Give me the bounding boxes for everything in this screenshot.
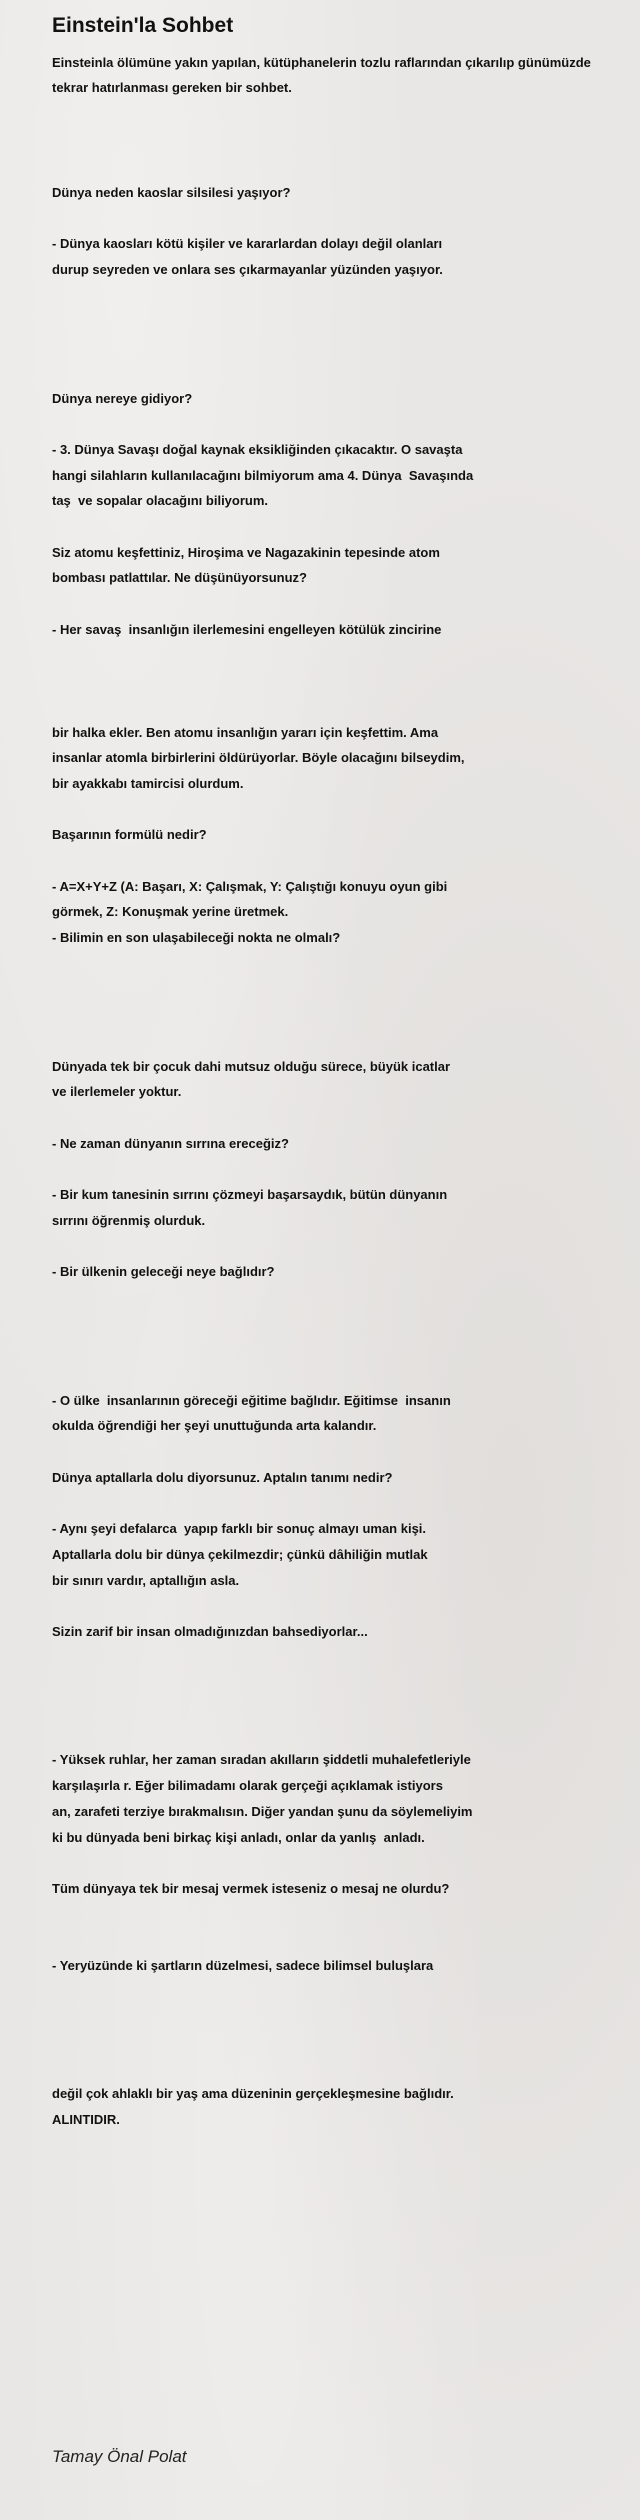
poem-title: Einstein'la Sohbet <box>52 14 234 37</box>
poem-line: - Bir kum tanesinin sırrını çözmeyi başarsaydık, bütün dünyanın <box>52 1187 448 1203</box>
poem-line <box>52 2004 632 2030</box>
poem-line: Dünya nereye gidiyor? <box>52 390 193 406</box>
poem-line <box>52 1490 632 1516</box>
poem-line: - O ülke insanlarının göreceği eğitime bağlıdır. Eğitimse insanın <box>52 1392 451 1408</box>
intro-text: Einsteinla ölümüne yakın yapılan, kütüphanelerin tozlu raflarından çıkarılıp günümüzde tekrar hatırlanması gereken bir sohbet. <box>52 55 591 95</box>
poem-line: - A=X+Y+Z (A: Başarı, X: Çalışmak, Y: Çalıştığı konuyu oyun gibi <box>52 878 448 894</box>
poem-line <box>52 1311 632 1337</box>
poem-line: değil çok ahlaklı bir yaş ama düzeninin gerçekleşmesine bağlıdır. <box>52 2086 454 2102</box>
poem-line <box>52 334 632 360</box>
poem-line: bombası patlattılar. Ne düşünüyorsunuz? <box>52 570 307 586</box>
poem-line: Tüm dünyaya tek bir mesaj vermek isteseniz o mesaj ne olurdu? <box>52 1880 450 1896</box>
poem-line: bir halka ekler. Ben atomu insanlığın yararı için keşfettim. Ama <box>52 724 439 740</box>
poem-line <box>52 1902 632 1928</box>
poem-line: sırrını öğrenmiş olurduk. <box>52 1212 206 1228</box>
poem-line <box>52 514 632 540</box>
poem-line: ki bu dünyada beni birkaç kişi anladı, onlar da yanlış anladı. <box>52 1829 425 1845</box>
poem-line <box>52 1927 632 1953</box>
poem-line <box>52 411 632 437</box>
poem-line <box>52 1979 632 2005</box>
poem-line: hangi silahların kullanılacağını bilmiyorum ama 4. Dünya Savaşında <box>52 467 474 483</box>
poem-line <box>52 977 632 1003</box>
poem-body <box>52 180 632 2133</box>
poem-line <box>52 1696 632 1722</box>
poem-line <box>52 951 632 977</box>
poem-line: ALINTIDIR. <box>52 2112 120 2128</box>
poem-line <box>52 308 632 334</box>
poem-line: - Bir ülkenin geleceği neye bağlıdır? <box>52 1264 275 1280</box>
poem-line <box>52 1285 632 1311</box>
poem-line <box>52 1439 632 1465</box>
poem-line <box>52 206 632 232</box>
poem-line <box>52 2056 632 2082</box>
poem-line <box>52 1002 632 1028</box>
poem-line <box>52 668 632 694</box>
poem-line: - Her savaş insanlığın ilerlemesini engelleyen kötülük zincirine <box>52 621 442 637</box>
poem-line: - Ne zaman dünyanın sırrına ereceğiz? <box>52 1135 289 1151</box>
poem-line: - Yeryüzünde ki şartların düzelmesi, sadece bilimsel buluşlara <box>52 1957 434 1973</box>
poem-line: - Aynı şeyi defalarca yapıp farklı bir sonuç almayı uman kişi. <box>52 1521 427 1537</box>
poem-line <box>52 1028 632 1054</box>
poem-line: bir sınırı vardır, aptallığın asla. <box>52 1572 240 1588</box>
poem-line: Dünya aptallarla dolu diyorsunuz. Aptalın tanımı nedir? <box>52 1469 393 1485</box>
poem-line <box>52 1670 632 1696</box>
poem-line: Dünyada tek bir çocuk dahi mutsuz olduğu sürece, büyük icatlar <box>52 1058 451 1074</box>
poem-line: an, zarafeti terziye bırakmalısın. Diğer yandan şunu da söylemeliyim <box>52 1803 473 1819</box>
poem-line: görmek, Z: Konuşmak yerine üretmek. <box>52 904 289 920</box>
poem-line: Sizin zarif bir insan olmadığınızdan bahsediyorlar... <box>52 1623 368 1639</box>
author-name: Tamay Önal Polat <box>52 2447 187 2466</box>
poem-line <box>52 1722 632 1748</box>
poem-line: karşılaşırla r. Eğer bilimadamı olarak gerçeği açıklamak istiyors <box>52 1778 443 1794</box>
poem-line: Aptallarla dolu bir dünya çekilmezdir; çünkü dâhiliğin mutlak <box>52 1546 428 1562</box>
poem-line <box>52 283 632 309</box>
poem-line <box>52 1336 632 1362</box>
poem-line <box>52 1645 632 1671</box>
poem-line <box>52 643 632 669</box>
poem-line <box>52 1234 632 1260</box>
poem-line: - Yüksek ruhlar, her zaman sıradan akılların şiddetli muhalefetleriyle <box>52 1752 471 1768</box>
poem-line <box>52 1850 632 1876</box>
poem-line <box>52 360 632 386</box>
poem-line: - Dünya kaosları kötü kişiler ve kararlardan dolayı değil olanları <box>52 236 443 252</box>
poem-line <box>52 1105 632 1131</box>
poem-line: Başarının formülü nedir? <box>52 827 207 843</box>
poem-line <box>52 694 632 720</box>
poem-line: insanlar atomla birbirlerini öldürüyorlar. Böyle olacağını bilseydim, <box>52 750 465 766</box>
poem-line: Siz atomu keşfettiniz, Hiroşima ve Nagazakinin tepesinde atom <box>52 544 440 560</box>
poem-line: Dünya neden kaoslar silsilesi yaşıyor? <box>52 185 291 200</box>
poem-line: - 3. Dünya Savaşı doğal kaynak eksikliğinden çıkacaktır. O savaşta <box>52 441 463 457</box>
poem-line <box>52 1156 632 1182</box>
poem-line <box>52 848 632 874</box>
poem-line: taş ve sopalar olacağını biliyorum. <box>52 493 269 509</box>
poem-line <box>52 1593 632 1619</box>
poem-line: durup seyreden ve onlara ses çıkarmayanlar yüzünden yaşıyor. <box>52 262 443 278</box>
poem-line <box>52 2030 632 2056</box>
poem-line: - Bilimin en son ulaşabileceği nokta ne olmalı? <box>52 930 341 946</box>
poem-line <box>52 591 632 617</box>
poem-line: ve ilerlemeler yoktur. <box>52 1084 182 1100</box>
poem-line <box>52 1362 632 1388</box>
poem-line: bir ayakkabı tamircisi olurdum. <box>52 776 244 791</box>
poem-line: okulda öğrendiği her şeyi unuttuğunda arta kalandır. <box>52 1418 377 1434</box>
poem-line <box>52 797 632 823</box>
